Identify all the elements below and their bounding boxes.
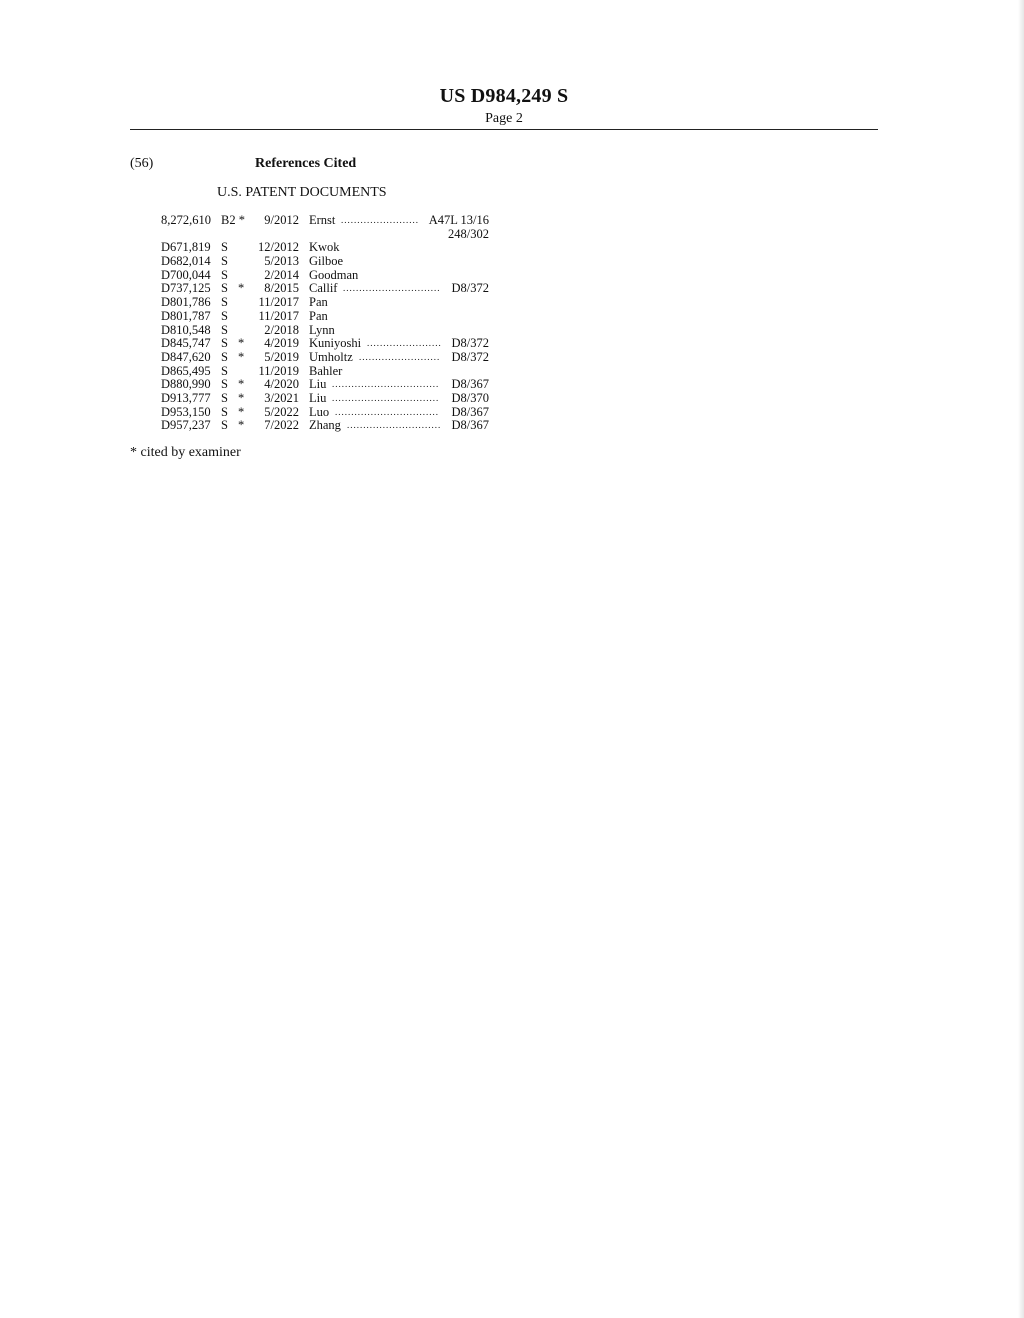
reference-number: D913,777: [161, 390, 211, 405]
reference-number: D845,747: [161, 336, 211, 351]
reference-number: D671,819: [161, 240, 211, 255]
reference-date: 11/2017: [258, 295, 299, 310]
reference-number: D682,014: [161, 254, 211, 269]
reference-row: [161, 365, 491, 379]
documents-subtitle: U.S. PATENT DOCUMENTS: [217, 185, 387, 200]
reference-date: 12/2012: [258, 240, 299, 255]
reference-number: D810,548: [161, 322, 211, 337]
reference-name: Umholtz: [309, 349, 353, 364]
dot-leader: ................................: [335, 406, 439, 417]
reference-class: D8/367: [451, 377, 489, 392]
reference-class-secondary: 248/302: [448, 226, 489, 241]
reference-cited-marker: *: [238, 336, 245, 351]
dot-leader: .............................: [347, 420, 442, 431]
dot-leader: ..............................: [343, 283, 441, 294]
reference-class: D8/367: [451, 418, 489, 433]
reference-row: [161, 310, 491, 324]
reference-row: [161, 214, 491, 241]
reference-date: 11/2019: [258, 363, 299, 378]
reference-date: 5/2022: [264, 404, 299, 419]
reference-cited-marker: *: [238, 377, 245, 392]
reference-row: [161, 269, 491, 283]
reference-date: 7/2022: [264, 418, 299, 433]
reference-kind: S: [221, 322, 228, 337]
section-number: (56): [130, 156, 154, 171]
reference-name: Callif: [309, 281, 338, 296]
reference-number: D880,990: [161, 377, 211, 392]
reference-kind: S: [221, 377, 228, 392]
reference-name: Kuniyoshi: [309, 336, 362, 351]
reference-number: 8,272,610: [161, 213, 211, 227]
reference-cited-marker: *: [238, 281, 245, 296]
reference-row: [161, 378, 491, 392]
reference-kind: S: [221, 267, 228, 282]
reference-date: 4/2020: [264, 377, 299, 392]
reference-row: [161, 419, 491, 433]
reference-kind: S: [221, 336, 228, 351]
reference-kind: S: [221, 295, 228, 310]
reference-class: D8/367: [451, 404, 489, 419]
reference-row: [161, 255, 491, 269]
reference-number: D801,787: [161, 308, 211, 323]
reference-name: Liu: [309, 377, 327, 392]
reference-date: 2/2018: [264, 322, 299, 337]
reference-date: 9/2012: [264, 213, 299, 227]
dot-leader: .......................: [367, 338, 442, 349]
reference-kind: S: [221, 308, 228, 323]
reference-cited-marker: *: [238, 349, 245, 364]
reference-cited-marker: *: [238, 404, 245, 419]
reference-date: 11/2017: [258, 308, 299, 323]
dot-leader: .................................: [332, 392, 440, 403]
reference-name: Pan: [309, 295, 328, 310]
reference-row: [161, 241, 491, 255]
reference-kind: S: [221, 418, 228, 433]
reference-name: Bahler: [309, 363, 343, 378]
reference-date: 4/2019: [264, 336, 299, 351]
reference-kind: S: [221, 240, 228, 255]
reference-kind: B2 *: [221, 213, 245, 227]
reference-row: [161, 392, 491, 406]
dot-leader: .........................: [359, 351, 441, 362]
reference-number: D847,620: [161, 349, 211, 364]
footnote: * cited by examiner: [130, 445, 241, 460]
reference-class: A47L 13/16: [428, 213, 489, 227]
page-edge: [1018, 0, 1024, 1318]
reference-cited-marker: *: [238, 390, 245, 405]
reference-row: [161, 282, 491, 296]
page-label: Page 2: [485, 111, 523, 126]
reference-cited-marker: *: [238, 418, 245, 433]
reference-name: Kwok: [309, 240, 340, 255]
reference-class: D8/372: [451, 349, 489, 364]
reference-row: [161, 351, 491, 365]
dot-leader: ........................: [341, 215, 419, 225]
references-list: [161, 214, 491, 433]
dot-leader: .................................: [332, 379, 440, 390]
reference-name: Goodman: [309, 267, 359, 282]
reference-name: Liu: [309, 390, 327, 405]
reference-kind: S: [221, 363, 228, 378]
reference-row: [161, 296, 491, 310]
reference-row: [161, 406, 491, 420]
reference-row: [161, 324, 491, 338]
reference-date: 5/2019: [264, 349, 299, 364]
reference-number: D700,044: [161, 267, 211, 282]
reference-name: Ernst: [309, 213, 336, 227]
reference-number: D801,786: [161, 295, 211, 310]
reference-name: Luo: [309, 404, 330, 419]
reference-date: 5/2013: [264, 254, 299, 269]
reference-class: D8/370: [451, 390, 489, 405]
patent-number: US D984,249 S: [439, 85, 569, 107]
reference-kind: S: [221, 254, 228, 269]
reference-number: D737,125: [161, 281, 211, 296]
reference-row: [161, 337, 491, 351]
reference-class: D8/372: [451, 281, 489, 296]
reference-name: Pan: [309, 308, 328, 323]
reference-name: Zhang: [309, 418, 341, 433]
reference-number: D953,150: [161, 404, 211, 419]
reference-date: 3/2021: [264, 390, 299, 405]
reference-name: Lynn: [309, 322, 335, 337]
reference-class: D8/372: [451, 336, 489, 351]
reference-date: 8/2015: [264, 281, 299, 296]
page-header: [130, 84, 878, 128]
header-divider: [130, 129, 878, 130]
reference-number: D957,237: [161, 418, 211, 433]
reference-number: D865,495: [161, 363, 211, 378]
reference-date: 2/2014: [264, 267, 299, 282]
reference-kind: S: [221, 404, 228, 419]
reference-name: Gilboe: [309, 254, 344, 269]
section-title: References Cited: [255, 156, 357, 171]
reference-kind: S: [221, 390, 228, 405]
reference-kind: S: [221, 349, 228, 364]
reference-kind: S: [221, 281, 228, 296]
